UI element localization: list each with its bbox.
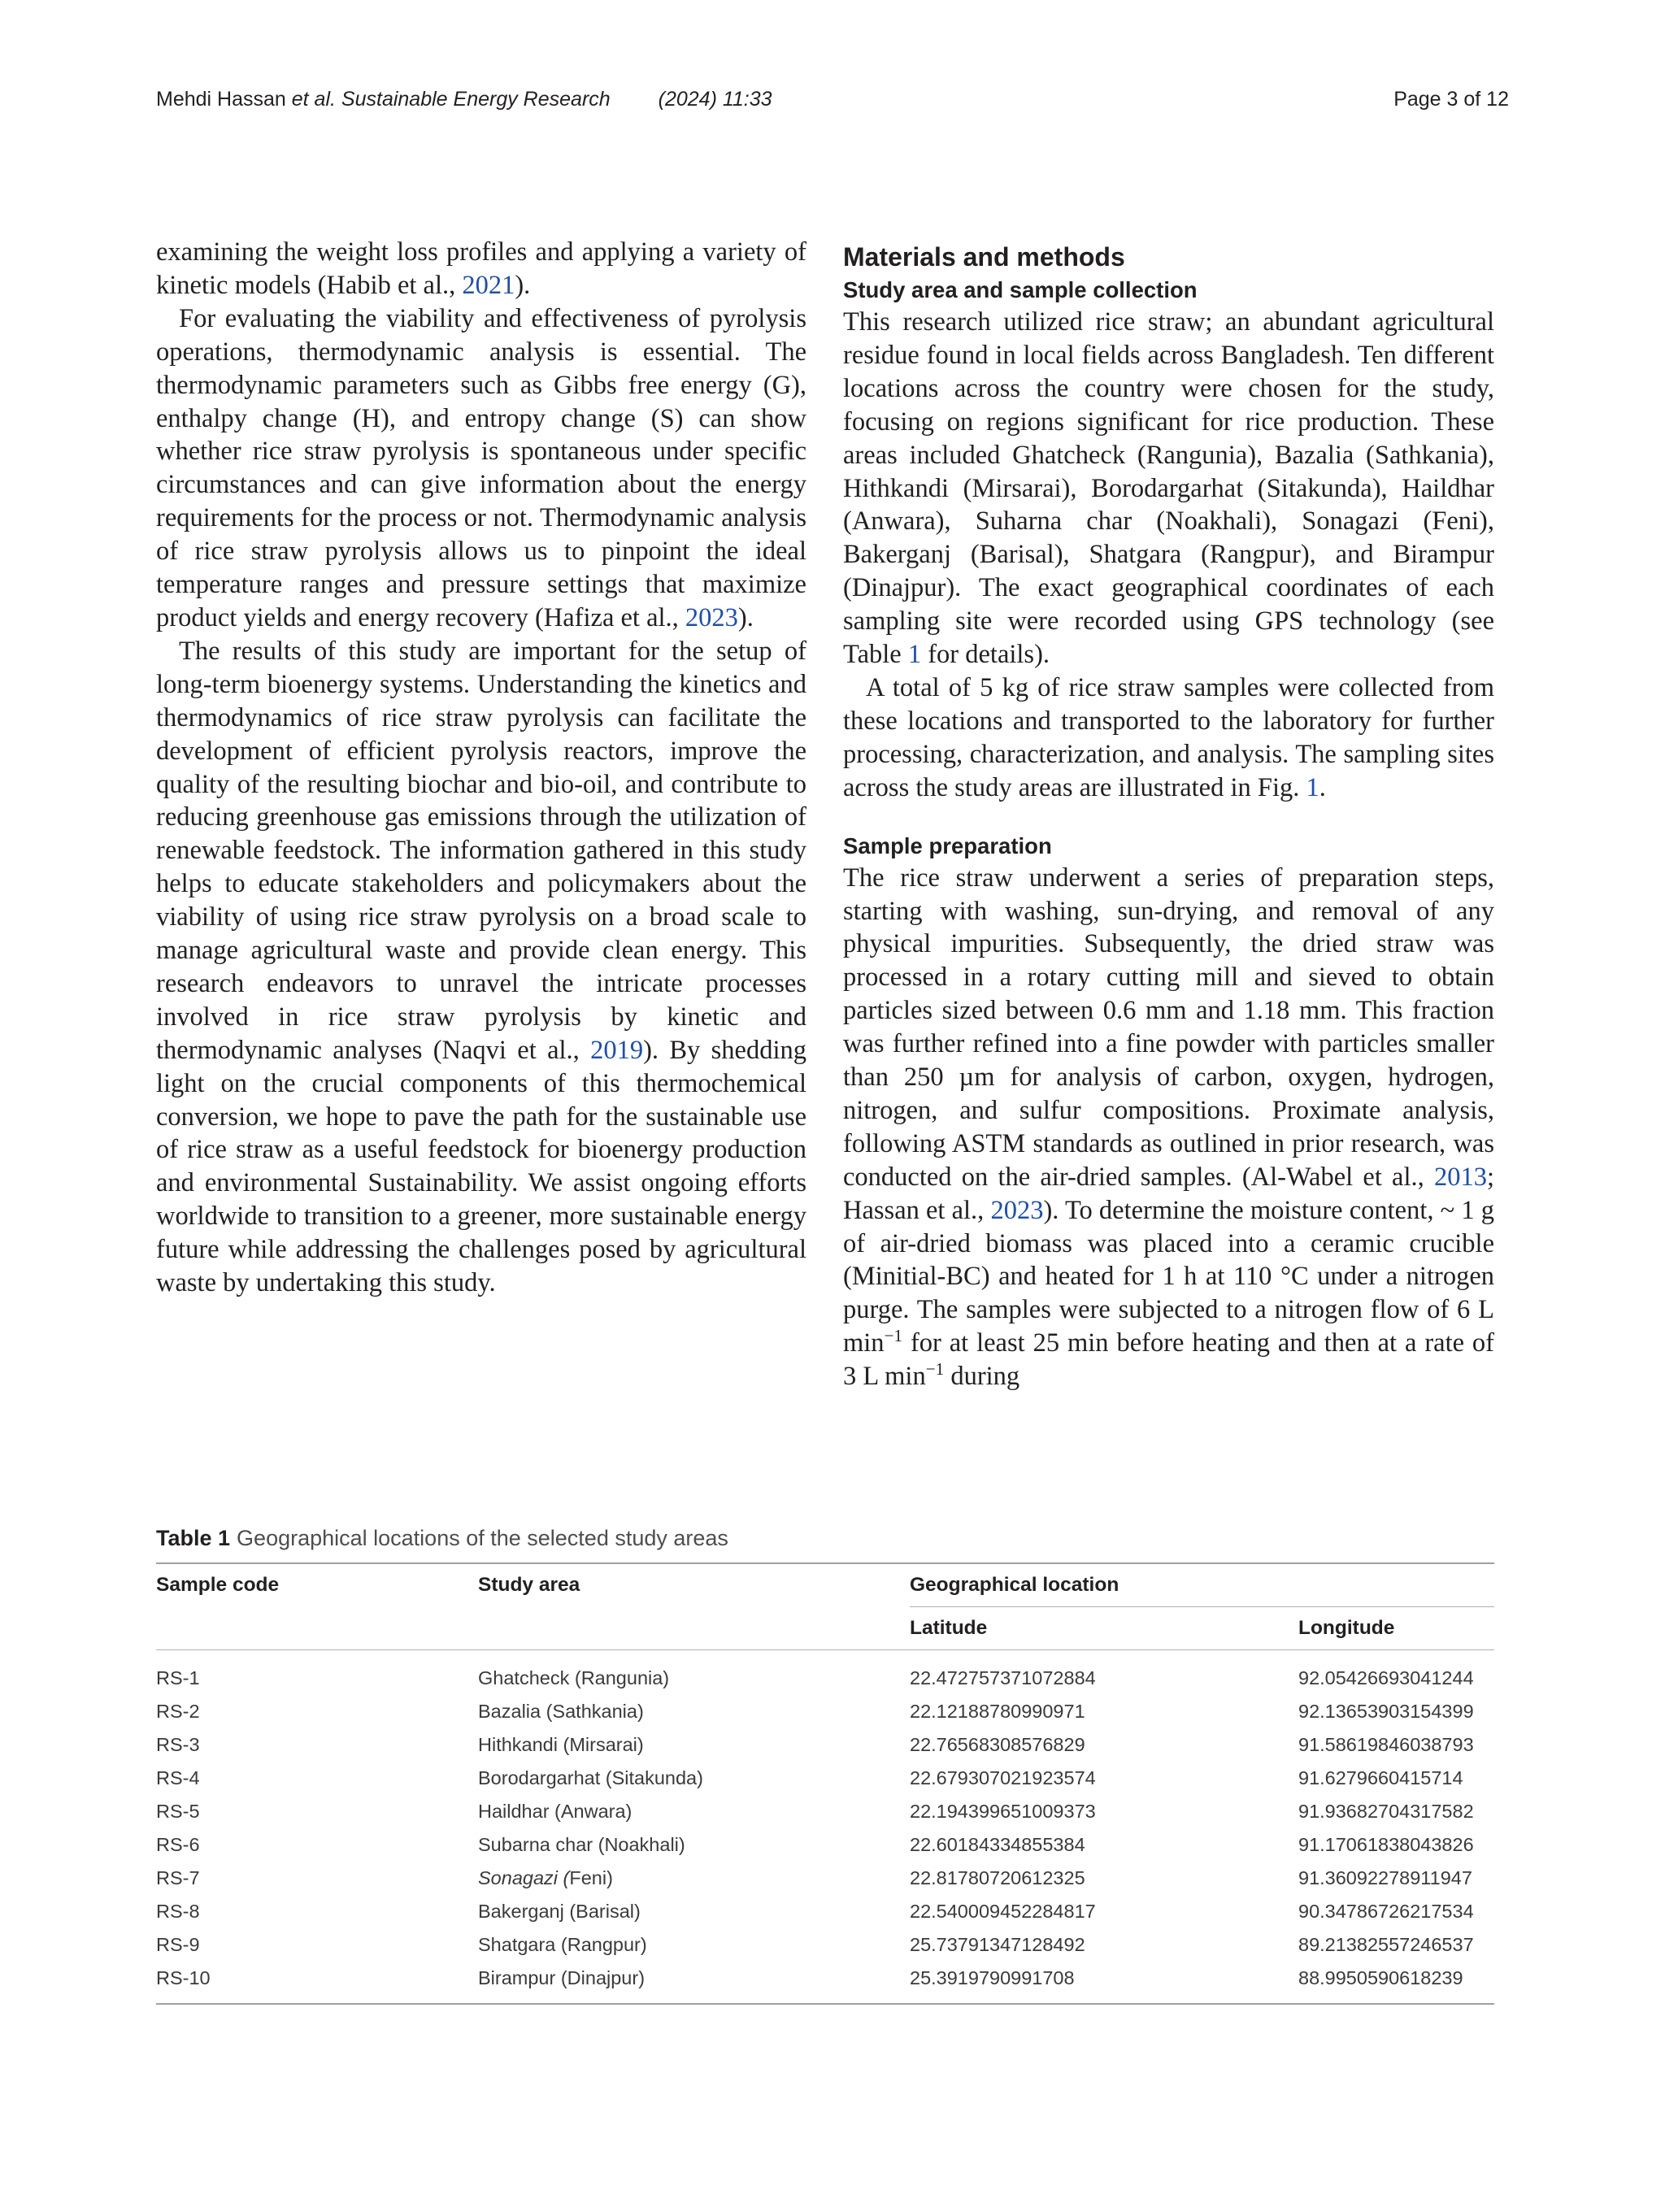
citation-link[interactable]: 2021 — [462, 270, 515, 300]
table-row — [156, 1962, 1494, 2004]
cell-sample-code: RS-4 — [156, 1767, 200, 1788]
cell-study-area: Shatgara (Rangpur) — [478, 1934, 647, 1955]
table-caption — [156, 1522, 1494, 1554]
citation-link[interactable]: 2023 — [685, 602, 738, 632]
cell-study-area: Haildhar (Anwara) — [478, 1801, 633, 1822]
cell-sample-code: RS-2 — [156, 1701, 200, 1722]
cell-latitude: 22.472757371072884 — [910, 1667, 1096, 1688]
header-longitude: Longitude — [1298, 1607, 1494, 1650]
table-reference-link[interactable]: 1 — [907, 640, 922, 670]
table-row — [156, 1828, 1494, 1862]
cell-sample-code: RS-9 — [156, 1934, 200, 1955]
cell-study-area: Bazalia (Sathkania) — [478, 1701, 644, 1722]
header-journal: Sustainable Energy Research — [341, 88, 611, 111]
cell-longitude: 91.93682704317582 — [1298, 1801, 1474, 1822]
right-paragraph-2: A total of 5 kg of rice straw samples were collected from these locations and transported to the laboratory for further processing, characterization, and analysis. The sampling sites across the study areas are illustrated in Fig. 1. — [843, 672, 1494, 802]
table-row — [156, 1728, 1494, 1762]
cell-latitude: 22.540009452284817 — [910, 1901, 1096, 1922]
section-title: Materials and methods — [843, 242, 1125, 272]
cell-longitude: 92.13653903154399 — [1298, 1701, 1474, 1722]
left-paragraph-2: For evaluating the viability and effectiveness of pyrolysis operations, thermodynamic analysis is essential. The thermodynamic parameters such as Gibbs free energy (G), enthalpy change (H), and entropy change (S) can show whether rice straw pyrolysis is spontaneous under specific circumstances and can give information about the energy requirements for the process or not. Thermodynamic analysis of rice straw pyrolysis allows us to pinpoint the ideal temperature ranges and pressure settings that maximize product yields and energy recovery (Hafiza et al., 2023). — [156, 303, 806, 632]
table-row — [156, 1795, 1494, 1828]
cell-study-area: Bakerganj (Barisal) — [478, 1901, 641, 1922]
table-row — [156, 1895, 1494, 1928]
cell-study-area: Birampur (Dinajpur) — [478, 1967, 646, 1988]
header-year-volume: (2024) 11:33 — [658, 88, 772, 111]
cell-latitude: 22.12188780990971 — [910, 1701, 1085, 1722]
cell-sample-code: RS-8 — [156, 1901, 200, 1922]
cell-sample-code: RS-3 — [156, 1734, 200, 1755]
cell-latitude: 25.3919790991708 — [910, 1967, 1075, 1988]
cell-study-area: Ghatcheck (Rangunia) — [478, 1667, 670, 1688]
cell-latitude: 22.76568308576829 — [910, 1734, 1085, 1755]
right-column — [843, 236, 1494, 1393]
cell-sample-code: RS-6 — [156, 1834, 200, 1855]
header-geographical-location: Geographical location — [910, 1563, 1494, 1607]
cell-longitude: 91.58619846038793 — [1298, 1734, 1474, 1755]
header-sample-code: Sample code — [156, 1574, 280, 1597]
cell-longitude: 88.9950590618239 — [1298, 1967, 1463, 1988]
cell-latitude: 22.194399651009373 — [910, 1801, 1096, 1822]
locations-table — [156, 1562, 1494, 2005]
cell-study-area: Hithkandi (Mirsarai) — [478, 1734, 644, 1755]
cell-longitude: 91.6279660415714 — [1298, 1767, 1463, 1788]
cell-sample-code: RS-7 — [156, 1867, 200, 1888]
right-paragraph-1: This research utilized rice straw; an abundant agricultural residue found in local fields across Bangladesh. Ten different locations across the country were chosen for the study, focusing on regions significant for rice production. These areas included Ghatcheck (Rangunia), Bazalia (Sathkania), Hithkandi (Mirsarai), Borodargarhat (Sitakunda), Haildhar (Anwara), Suharna char (Noakhali), Sonagazi (Feni), Bakerganj (Barisal), Shatgara (Rangpur), and Birampur (Dinajpur). The exact geographical coordinates of each sampling site were recorded using GPS technology (see Table 1 for details). — [843, 307, 1494, 670]
cell-sample-code: RS-1 — [156, 1667, 200, 1688]
cell-longitude: 89.21382557246537 — [1298, 1934, 1474, 1955]
cell-latitude: 25.73791347128492 — [910, 1934, 1085, 1955]
cell-study-area: Borodargarhat (Sitakunda) — [478, 1767, 703, 1788]
table-row — [156, 1862, 1494, 1895]
left-paragraph-3: The results of this study are important for the setup of long-term bioenergy systems. Understanding the kinetics and thermodynamics of rice straw pyrolysis can facilitate the development of efficient pyrolysis reactors, improve the quality of the resulting biochar and bio-oil, and contribute to reducing greenhouse gas emissions through the utilization of renewable feedstock. The information gathered in this study helps to educate stakeholders and policymakers about the viability of using rice straw pyrolysis on a broad scale to manage agricultural waste and provide clean energy. This research endeavors to unravel the intricate processes involved in rice straw pyrolysis by kinetic and thermodynamic analyses (Naqvi et al., 2019). By shedding light on the crucial components of this thermochemical conversion, we hope to pave the path for the sustainable use of rice straw as a useful feedstock for bioenergy production and environmental Sustainability. We assist ongoing efforts worldwide to transition to a greener, more sustainable energy future while addressing the challenges posed by agricultural waste by undertaking this study. — [156, 636, 806, 1298]
cell-study-area: Sonagazi (Feni) — [478, 1867, 613, 1888]
citation-link[interactable]: 2023 — [990, 1195, 1044, 1225]
table-caption-text: Geographical locations of the selected study areas — [237, 1526, 728, 1550]
table-1 — [156, 1522, 1494, 2005]
right-paragraph-3: The rice straw underwent a series of preparation steps, starting with washing, sun-drying, and removal of any physical impurities. Subsequently, the dried straw was processed in a rotary cutting mill and sieved to obtain particles sized between 0.6 mm and 1.18 mm. This fraction was further refined into a fine powder with particles smaller than 250 µm for analysis of carbon, oxygen, hydrogen, nitrogen, and sulfur compositions. Proximate analysis, following ASTM standards as outlined in prior research, was conducted on the air-dried samples. (Al-Wabel et al., 2013; Hassan et al., 2023). To determine the moisture content, ~ 1 g of air-dried biomass was placed into a ceramic crucible (Minitial-BC) and heated for 1 h at 110 °C under a nitrogen purge. The samples were subjected to a nitrogen flow of 6 L $\min^{-1}$ for at least 25 min before heating and then at a rate of 3 L $\min^{-1}$ during — [843, 863, 1495, 1392]
cell-latitude: 22.81780720612325 — [910, 1867, 1085, 1888]
subsection-title-sample-preparation: Sample preparation — [843, 832, 1052, 858]
table-label: Table 1 — [156, 1526, 231, 1550]
header-citation — [156, 88, 772, 111]
cell-longitude: 90.34786726217534 — [1298, 1901, 1474, 1922]
cell-sample-code: RS-5 — [156, 1801, 200, 1822]
subsection-title-study-area: Study area and sample collection — [843, 277, 1198, 302]
cell-study-area: Subarna char (Noakhali) — [478, 1834, 685, 1855]
cell-longitude: 91.17061838043826 — [1298, 1834, 1474, 1855]
cell-latitude: 22.679307021923574 — [910, 1767, 1096, 1788]
header-authors: Mehdi Hassan — [156, 88, 286, 111]
cell-latitude: 22.60184334855384 — [910, 1834, 1085, 1855]
citation-link[interactable]: 2013 — [1433, 1162, 1487, 1192]
table-row — [156, 1928, 1494, 1962]
cell-longitude: 91.36092278911947 — [1298, 1867, 1472, 1888]
cell-sample-code: RS-10 — [156, 1967, 211, 1988]
citation-link[interactable]: 2019 — [590, 1035, 644, 1065]
left-column — [156, 236, 806, 1300]
header-etal: et al. — [291, 88, 336, 111]
table-row — [156, 1762, 1494, 1795]
figure-reference-link[interactable]: 1 — [1306, 772, 1319, 802]
running-header — [156, 88, 1509, 120]
page-number: Page 3 of 12 — [1393, 88, 1509, 111]
cell-longitude: 92.05426693041244 — [1298, 1667, 1474, 1688]
table-row — [156, 1695, 1494, 1728]
header-latitude: Latitude — [910, 1607, 1298, 1650]
header-study-area: Study area — [478, 1574, 580, 1597]
left-paragraph-1: examining the weight loss profiles and applying a variety of kinetic models (Habib et al., 2021). — [156, 237, 806, 300]
table-row — [156, 1650, 1494, 1696]
